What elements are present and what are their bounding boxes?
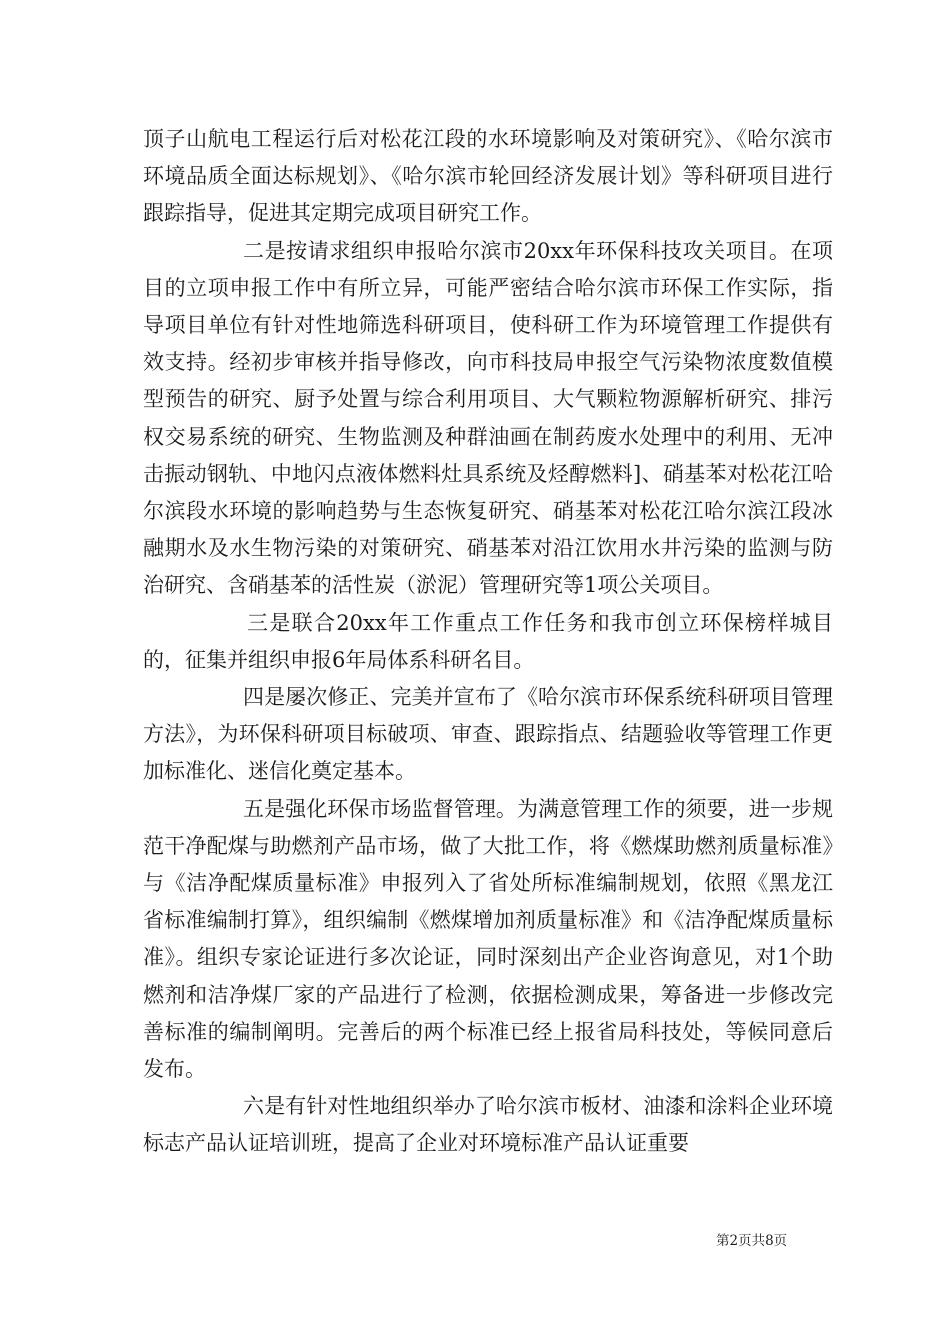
paragraph-continuation: 顶子山航电工程运行后对松花江段的水环境影响及对策研究》、《哈尔滨市环境品质全面达标规划》、《哈尔滨市轮回经济发展计划》等科研项目进行跟踪指导，促进其定期完成项目研究工作。 — [143, 127, 833, 226]
page-number-footer: 第2页共8页 — [716, 1233, 788, 1249]
body-text — [143, 121, 833, 1163]
paragraph-item-3: 三是联合20xx年工作重点工作任务和我市创立环保榜样城目的，征集并组织申报6年局体系科研名目。 — [143, 610, 833, 672]
paragraph-item-5: 五是强化环保市场监督管理。为满意管理工作的须要，进一步规范干净配煤与助燃剂产品市场，做了大批工作，将《燃煤助燃剂质量标准》与《洁净配煤质量标准》申报列入了省处所标准编制规划，依照《黑龙江省标准编制打算》，组织编制《燃煤增加剂质量标准》和《洁净配煤质量标准》。组织专家论证进行多次论证，同时深刻出产企业咨询意见，对1个助燃剂和洁净煤厂家的产品进行了检测，依据检测成果，筹备进一步修改完善标准的编制阐明。完善后的两个标准已经上报省局科技处，等候同意后发布。 — [143, 796, 833, 1082]
paragraph-item-6: 六是有针对性地组织举办了哈尔滨市板材、油漆和涂料企业环境标志产品认证培训班，提高了企业对环境标准产品认证重要 — [143, 1094, 833, 1156]
paragraph-item-4: 四是屡次修正、完美并宣布了《哈尔滨市环保系统科研项目管理方法》，为环保科研项目标破项、审查、跟踪指点、结题验收等管理工作更加标准化、迷信化奠定基本。 — [143, 685, 833, 784]
paragraph-item-2: 二是按请求组织申报哈尔滨市20xx年环保科技攻关项目。在项目的立项申报工作中有所立异，可能严密结合哈尔滨市环保工作实际，指导项目单位有针对性地筛选科研项目，使科研工作为环境管理工作提供有效支持。经初步审核并指导修改，向市科技局申报空气污染物浓度数值模型预告的研究、厨予处置与综合利用项目、大气颗粒物源解析研究、排污权交易系统的研究、生物监测及种群油画在制药废水处理中的利用、无冲击振动钢轨、中地闪点液体燃料灶具系统及烃醇燃料]、硝基苯对松花江哈尔滨段水环境的影响趋势与生态恢复研究、硝基苯对松花江哈尔滨江段冰融期水及水生物污染的对策研究、硝基苯对沿江饮用水井污染的监测与防治研究、含硝基苯的活性炭（淤泥）管理研究等1项公关项目。 — [143, 238, 833, 598]
